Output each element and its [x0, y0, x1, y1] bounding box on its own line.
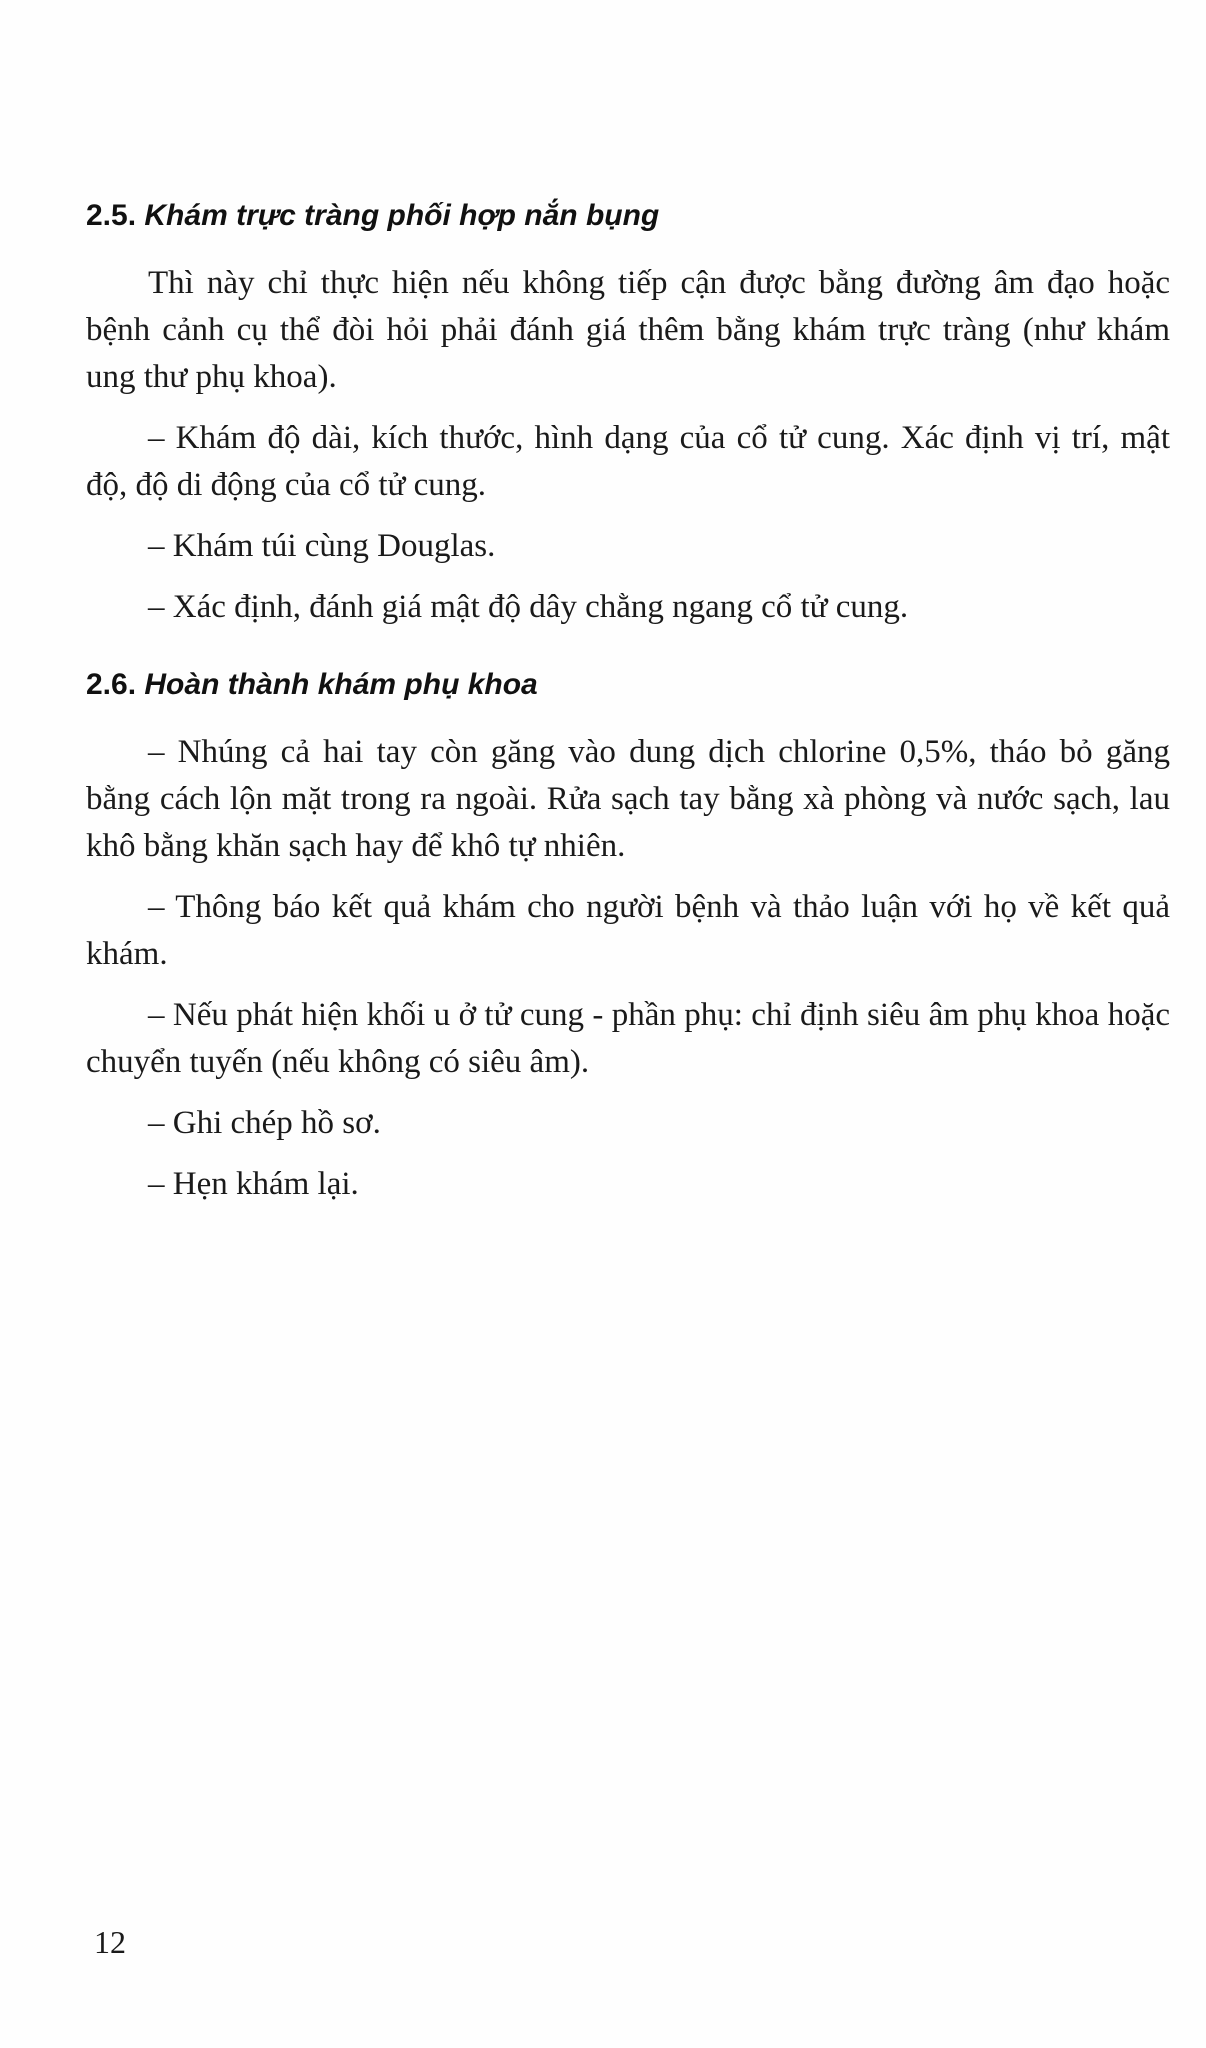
section-heading-2-6 [86, 665, 1170, 705]
section-number: 2.5. [86, 199, 137, 232]
page-number: 12 [94, 1924, 126, 1960]
list-item: – Nếu phát hiện khối u ở tử cung - phần phụ: chỉ định siêu âm phụ khoa hoặc chuyển tuyến (nếu không có siêu âm). [86, 997, 1170, 1080]
list-item: – Thông báo kết quả khám cho người bệnh và thảo luận với họ về kết quả khám. [86, 889, 1170, 972]
list-item: – Hẹn khám lại. [148, 1166, 359, 1202]
list-item: – Khám độ dài, kích thước, hình dạng của cổ tử cung. Xác định vị trí, mật độ, độ di động của cổ tử cung. [86, 420, 1170, 503]
section-title: Hoàn thành khám phụ khoa [144, 668, 538, 701]
section-number: 2.6. [86, 668, 137, 701]
list-item: – Ghi chép hồ sơ. [148, 1105, 381, 1141]
list-item: – Khám túi cùng Douglas. [148, 528, 496, 564]
section-title: Khám trực tràng phối hợp nắn bụng [144, 199, 660, 232]
section-heading-2-5 [86, 196, 1170, 236]
list-item: – Xác định, đánh giá mật độ dây chằng ngang cổ tử cung. [148, 589, 909, 625]
section-intro-paragraph: Thì này chỉ thực hiện nếu không tiếp cận được bằng đường âm đạo hoặc bệnh cảnh cụ thể đòi hỏi phải đánh giá thêm bằng khám trực tràng (như khám ung thư phụ khoa). [86, 265, 1170, 395]
list-item: – Nhúng cả hai tay còn găng vào dung dịch chlorine 0,5%, tháo bỏ găng bằng cách lộn mặt trong ra ngoài. Rửa sạch tay bằng xà phòng và nước sạch, lau khô bằng khăn sạch hay để khô tự nhiên. [86, 734, 1170, 864]
page-content [86, 196, 1170, 1222]
